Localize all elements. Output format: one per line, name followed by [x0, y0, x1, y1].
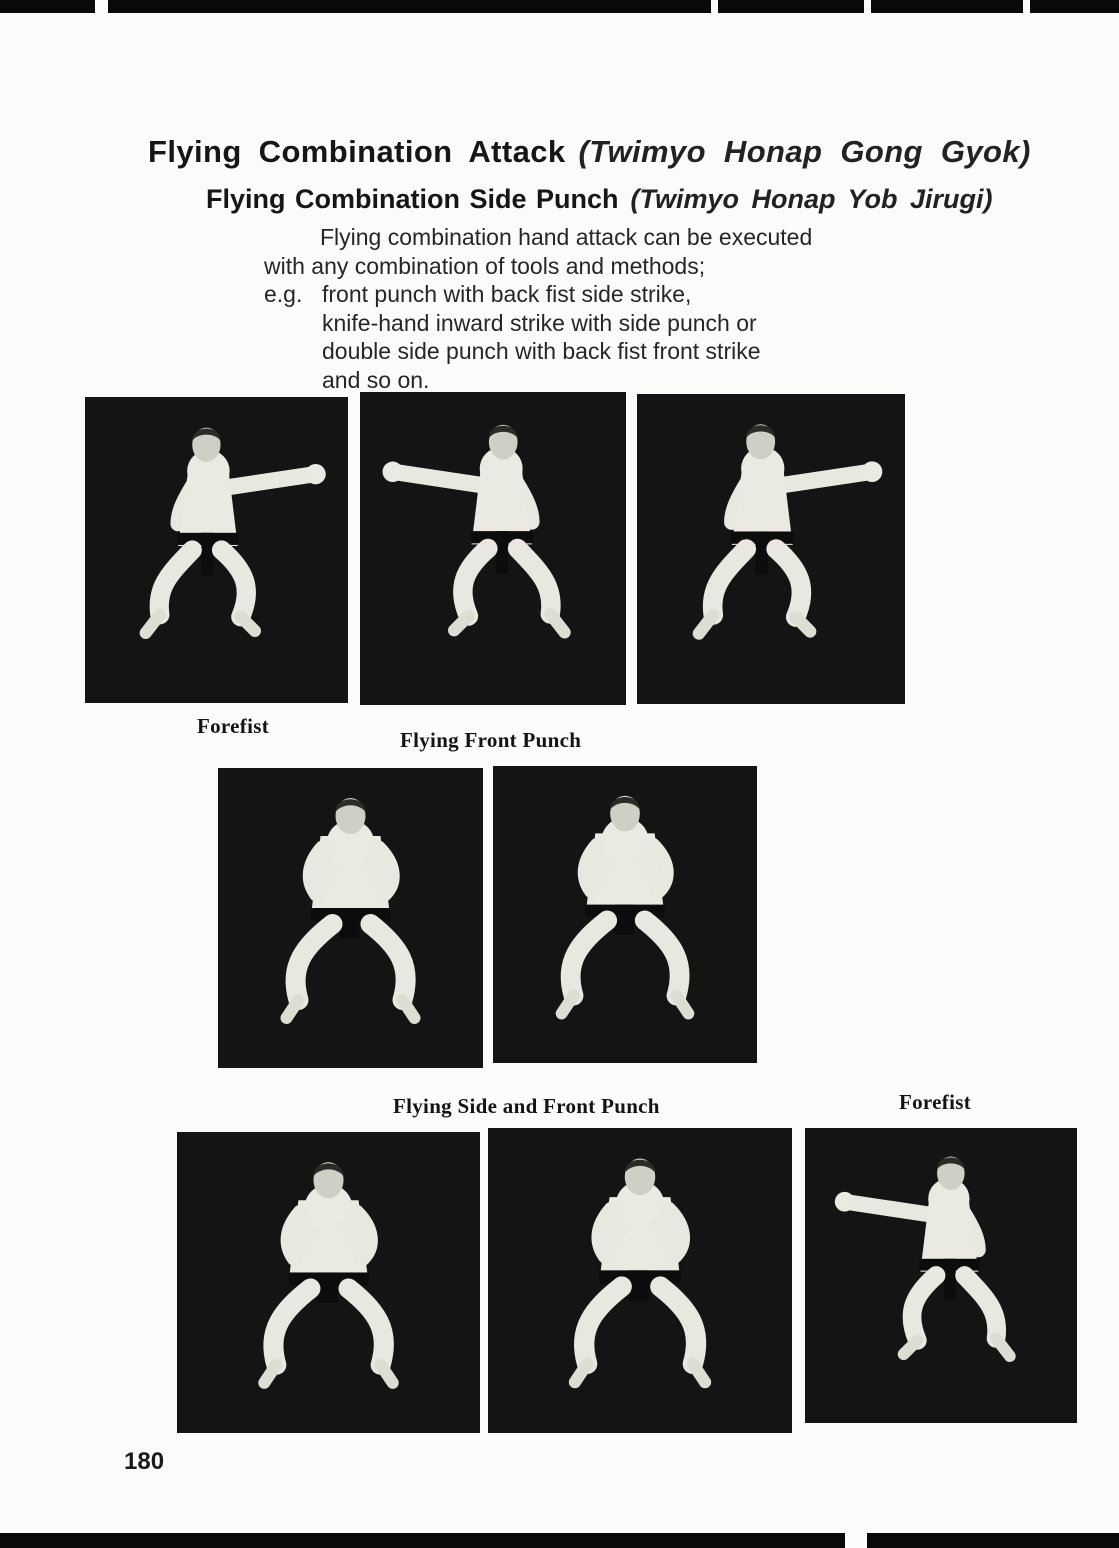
- page-number: 180: [124, 1448, 165, 1475]
- title-romanization: (Twimyo Honap Gong Gyok): [578, 134, 1031, 169]
- caption-flying-front-punch: Flying Front Punch: [400, 728, 582, 752]
- caption-forefist-top: Forefist: [197, 714, 269, 738]
- photo-side-front-punch-3: [805, 1128, 1077, 1423]
- body-line: and so on.: [322, 366, 430, 393]
- caption-flying-side-and-front-punch: Flying Side and Front Punch: [393, 1094, 660, 1118]
- caption-forefist-bottom: Forefist: [899, 1090, 971, 1114]
- body-line: knife-hand inward strike with side punch or: [322, 309, 757, 336]
- body-line: [264, 280, 1119, 309]
- photo-side-front-punch-2: [488, 1128, 792, 1433]
- page-title: [148, 134, 1031, 170]
- body-line: Flying combination hand attack can be executed: [320, 224, 813, 250]
- body-line: with any combination of tools and methods;: [264, 252, 706, 279]
- subtitle-text: Flying Combination Side Punch: [206, 184, 619, 214]
- body-line-text: front punch with back fist side strike,: [322, 281, 692, 307]
- title-text: Flying Combination Attack: [148, 134, 566, 169]
- photo-flying-side-punch-2: [360, 392, 626, 705]
- body-paragraph: [0, 223, 1119, 394]
- eg-label: e.g.: [264, 281, 303, 307]
- section-subtitle: [206, 184, 993, 215]
- top-scan-bar: [0, 0, 1119, 13]
- body-line: double side punch with back fist front strike: [322, 338, 761, 364]
- scan-notch: [864, 0, 871, 13]
- bottom-scan-bar: [0, 1533, 1119, 1548]
- photo-flying-side-punch-1: [85, 397, 348, 703]
- photo-side-front-punch-1: [177, 1132, 480, 1433]
- scan-notch: [95, 0, 108, 13]
- photo-flying-side-punch-3: [637, 394, 905, 704]
- subtitle-romanization: (Twimyo Honap Yob Jirugi): [630, 184, 993, 214]
- photo-flying-front-punch-1: [218, 768, 483, 1068]
- scan-notch: [711, 0, 718, 13]
- photo-flying-front-punch-2: [493, 766, 757, 1063]
- scan-notch: [845, 1533, 867, 1548]
- scan-notch: [1023, 0, 1030, 13]
